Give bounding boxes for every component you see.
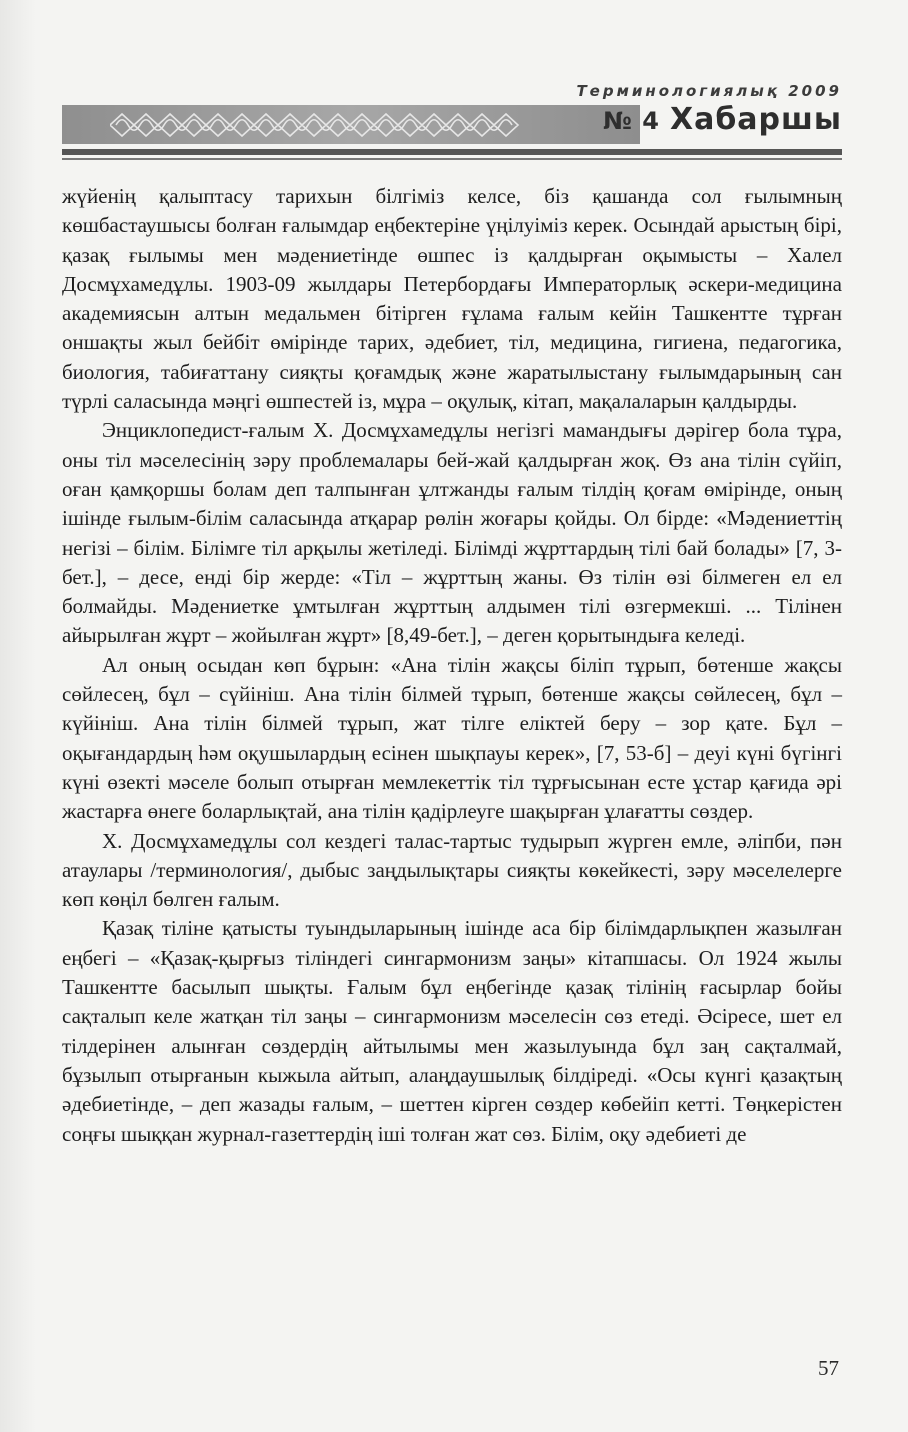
paragraph: Ал оның осыдан көп бұрын: «Ана тілін жақсы біліп тұрып, бөтенше жақсы сөйлесең, бұл – сүйініш. Ана тілін білмей тұрып, бөтенше жақсы сөйлесең, бұл – күйініш. Ана тілін білмей тұрып, жат тілге еліктей беру – зор қате. Бұл – оқығандардың һәм оқушылардың есінен шықпауы керек», [7, 53-б] – деуі күні бүгінгі күні өзекті мәселе болып отырған мемлекеттік тіл тұрғысынан есте ұстар қағида әрі жастарға өнеге боларлықтай, ана тілін қадірлеуге шақырған ұлағатты сөздер. — [62, 652, 842, 824]
paragraph: Қазақ тіліне қатысты туындыларының ішінде аса бір білімдарлықпен жазылған еңбегі – «Қазақ-қырғыз тіліндегі сингармонизм заңы» кітапшасы. Ол 1924 жылы Ташкентте басылып шықты. Ғалым бұл еңбегінде қазақ тілінің ғасырлар бойы сақталып келе жатқан тіл заңы – сингармонизм мәселесін сөз етеді. Әсіресе, шет ел тілдерінен алынған сөздердің айтылымы мен жазылуында бұл заң сақталмай, бұзылып отырғанын кыжыла айтып, алаңдаушылық білдіреді. «Осы күнгі қазақтың әдебиетінде, – деп жазады ғалым, – шеттен кірген сөздер көбейіп кетті. Төңкерістен соңғы шыққан журнал-газеттердің іші толған жат сөз. Білім, оқу әдебиеті де — [62, 916, 842, 1146]
issue-number: № 4 — [603, 107, 660, 135]
article-body — [62, 182, 842, 1149]
issue-name: Хабаршы — [669, 102, 842, 137]
page-edge-shadow — [0, 0, 36, 1432]
page-number: 57 — [818, 1356, 839, 1380]
header-rule-thick — [62, 149, 842, 155]
paragraph: Энциклопедист-ғалым Х. Досмұхамедұлы негізгі мамандығы дәрігер бола тұра, оны тіл мәселесінің зәру проблемалары бей-жай қалдырған жоқ. Өз ана тілін сүйіп, оған қамқоршы болам деп талпынған ұлтжанды ғалым тілдің қоғам өмірінде, оның ішінде ғылым-білім саласында атқарар рөлін жоғары қойды. Ол бірде: «Мәдениеттің негізі – білім. Білімге тіл арқылы жетіледі. Білімді жұрттардың тілі бай болады» [7, 3-бет.], – десе, енді бір жерде: «Тіл – жұрттың жаны. Өз тілін өзі білмеген ел ел болмайды. Мәдениетке ұмтылған жұрттың алдымен тілі өзгермекші. ... Тілінен айырылған жұрт – жойылған жұрт» [8,49-бет.], – деген қорытындыға келеді. — [62, 418, 842, 648]
ornament-icon — [110, 108, 530, 142]
paragraph: жүйенің қалыптасу тарихын білгіміз келсе, біз қашанда сол ғылымның көшбастаушысы болған ғалымдар еңбектеріне үңілуіміз керек. Осындай арыстың бірі, қазақ ғылымы мен мәдениетінде өшпес із қалдырған оқымысты – Халел Досмұхамедұлы. 1903-09 жылдары Петербордағы Императорлық әскери-медицина академиясын алтын медальмен бітірген ғұлама ғалым кейін Ташкентте тұрған оншақты жыл бейбіт өмірінде тарих, әдебиет, тіл, медицина, гигиена, педагогика, биология, табиғаттану сияқты қоғамдық және жаратылыстану ғылымдарының сан түрлі саласында мәңгі өшпестей із, мұра – оқулық, кітап, мақалаларын қалдырды. — [62, 184, 842, 414]
journal-name: Терминологиялық 2009 — [576, 82, 842, 100]
issue-title — [603, 102, 842, 137]
running-header — [62, 74, 842, 168]
header-rule-thin — [62, 158, 842, 160]
paragraph: Х. Досмұхамедұлы сол кездегі талас-тартыс тудырып жүрген емле, әліпби, пән атаулары /терминология/, дыбыс заңдылықтары сияқты көкейкесті, зәру мәселелерге көп көңіл бөлген ғалым. — [62, 828, 842, 912]
